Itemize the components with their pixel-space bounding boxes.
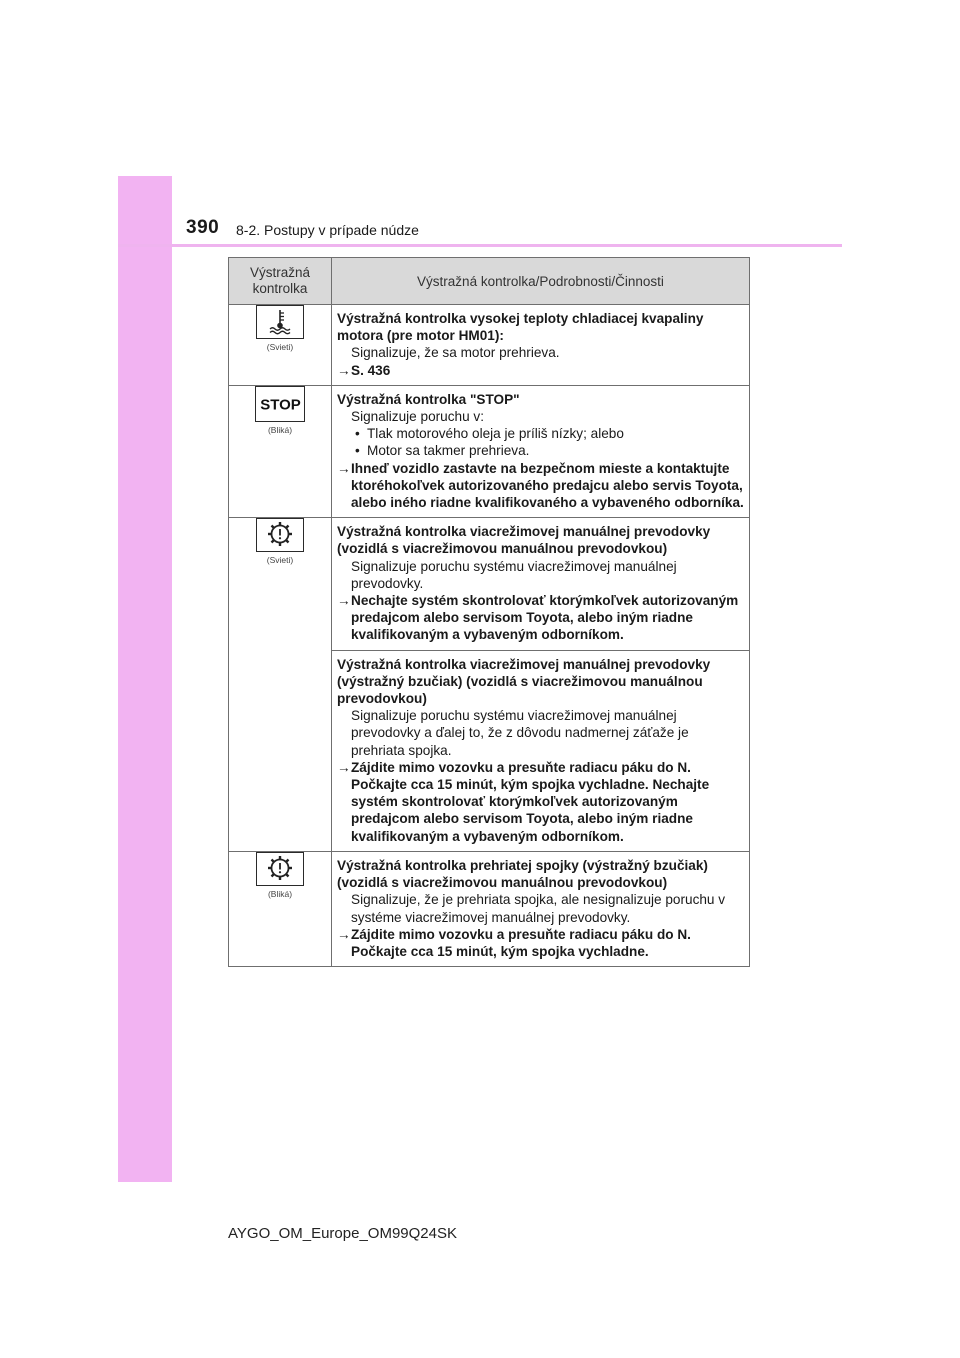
entry-description: Signalizuje poruchu v: xyxy=(351,409,484,425)
entry-title: Výstražná kontrolka "STOP" xyxy=(337,391,520,407)
icon-caption: (Bliká) xyxy=(267,888,293,899)
details-cell xyxy=(332,650,750,851)
warning-lights-table xyxy=(228,257,750,967)
entry-action: → Nechajte systém skontrolovať ktorýmkoľvek autorizovaným predajcom alebo servisom Toyota, alebo iným riadne kvalifikovaným a vybaveným odborníkom. xyxy=(337,593,739,643)
details-cell xyxy=(332,851,750,966)
gear-warning-icon xyxy=(256,518,304,552)
side-band xyxy=(118,176,172,1182)
table-header-row xyxy=(229,258,750,305)
header-rule xyxy=(118,244,842,247)
entry-title: Výstražná kontrolka viacrežimovej manuálnej prevodovky (vozidlá s viacrežimovou manuálnou prevodovkou) xyxy=(337,524,711,557)
document-id: AYGO_OM_Europe_OM99Q24SK xyxy=(228,1225,457,1242)
icon-cell xyxy=(229,518,332,852)
entry-action: → Zájdite mimo vozovku a presuňte radiacu páku do N. Počkajte cca 15 minút, kým spojka vychladne. Nechajte systém skontrolovať ktorýmkoľvek autorizovaným predajcom alebo servisom Toyota, alebo iným riadne kvalifikovaným a vybaveným odborníkom. xyxy=(337,759,710,844)
entry-action: → Ihneď vozidlo zastavte na bezpečnom mieste a kontaktujte ktoréhokoľvek autorizovaného predajcu alebo servis Toyota, alebo iného riadne kvalifikovaného a vybaveného odborníka. xyxy=(337,460,744,511)
stop-icon-text: STOP xyxy=(259,396,301,414)
entry-title: Výstražná kontrolka vysokej teploty chladiacej kvapaliny motora (pre motor HM01): xyxy=(337,311,704,344)
page-number: 390 xyxy=(186,217,220,238)
entry-title: Výstražná kontrolka prehriatej spojky (výstražný bzučiak) (vozidlá s viacrežimovou manuálnou prevodovkou) xyxy=(337,857,708,891)
coolant-temperature-icon xyxy=(256,305,304,339)
icon-cell xyxy=(229,305,332,386)
section-title: 8-2. Postupy v prípade núdze xyxy=(236,222,419,238)
col-header-light: Výstražná kontrolka xyxy=(229,258,332,305)
icon-cell xyxy=(229,851,332,966)
entry-title: Výstražná kontrolka viacrežimovej manuálnej prevodovky (výstražný bzučiak) (vozidlá s viacrežimovou manuálnou prevodovkou) xyxy=(337,656,711,707)
list-item: • Tlak motorového oleja je príliš nízky; alebo xyxy=(355,426,624,442)
details-cell xyxy=(332,518,750,650)
list-item: • Motor sa takmer prehrieva. xyxy=(355,443,530,459)
entry-action xyxy=(337,362,746,379)
arrow-right-icon: → xyxy=(337,759,351,775)
entry-description: Signalizuje, že sa motor prehrieva. xyxy=(351,345,560,361)
col-header-details: Výstražná kontrolka/Podrobnosti/Činnosti xyxy=(332,258,750,305)
icon-cell xyxy=(229,385,332,517)
details-cell xyxy=(332,305,750,386)
arrow-right-icon: → xyxy=(337,926,351,942)
details-cell xyxy=(332,385,750,517)
entry-description: Signalizuje poruchu systému viacrežimovej manuálnej prevodovky a ďalej to, že z dôvodu nadmernej záťaže je prehriata spojka. xyxy=(351,708,689,758)
arrow-right-icon: → xyxy=(337,593,351,609)
table-row xyxy=(229,851,750,966)
arrow-right-icon: → xyxy=(337,460,351,476)
entry-description: Signalizuje poruchu systému viacrežimovej manuálnej prevodovky. xyxy=(351,558,677,591)
icon-caption: (Svieti) xyxy=(266,342,294,352)
table-row xyxy=(229,305,750,386)
gear-warning-icon xyxy=(256,852,304,886)
arrow-right-icon: → xyxy=(337,362,351,378)
icon-caption: (Bliká) xyxy=(267,424,293,435)
entry-description: Signalizuje, že je prehriata spojka, ale nesignalizuje poruchu v systéme viacrežimovej manuálnej prevodovky. xyxy=(351,892,726,925)
table-row xyxy=(229,518,750,650)
icon-caption: (Svieti) xyxy=(266,555,294,566)
table-row xyxy=(229,385,750,517)
page-reference: S. 436 xyxy=(351,362,391,378)
stop-icon xyxy=(255,386,305,422)
entry-action: → Zájdite mimo vozovku a presuňte radiacu páku do N. Počkajte cca 15 minút, kým spojka vychladne. xyxy=(337,926,691,959)
